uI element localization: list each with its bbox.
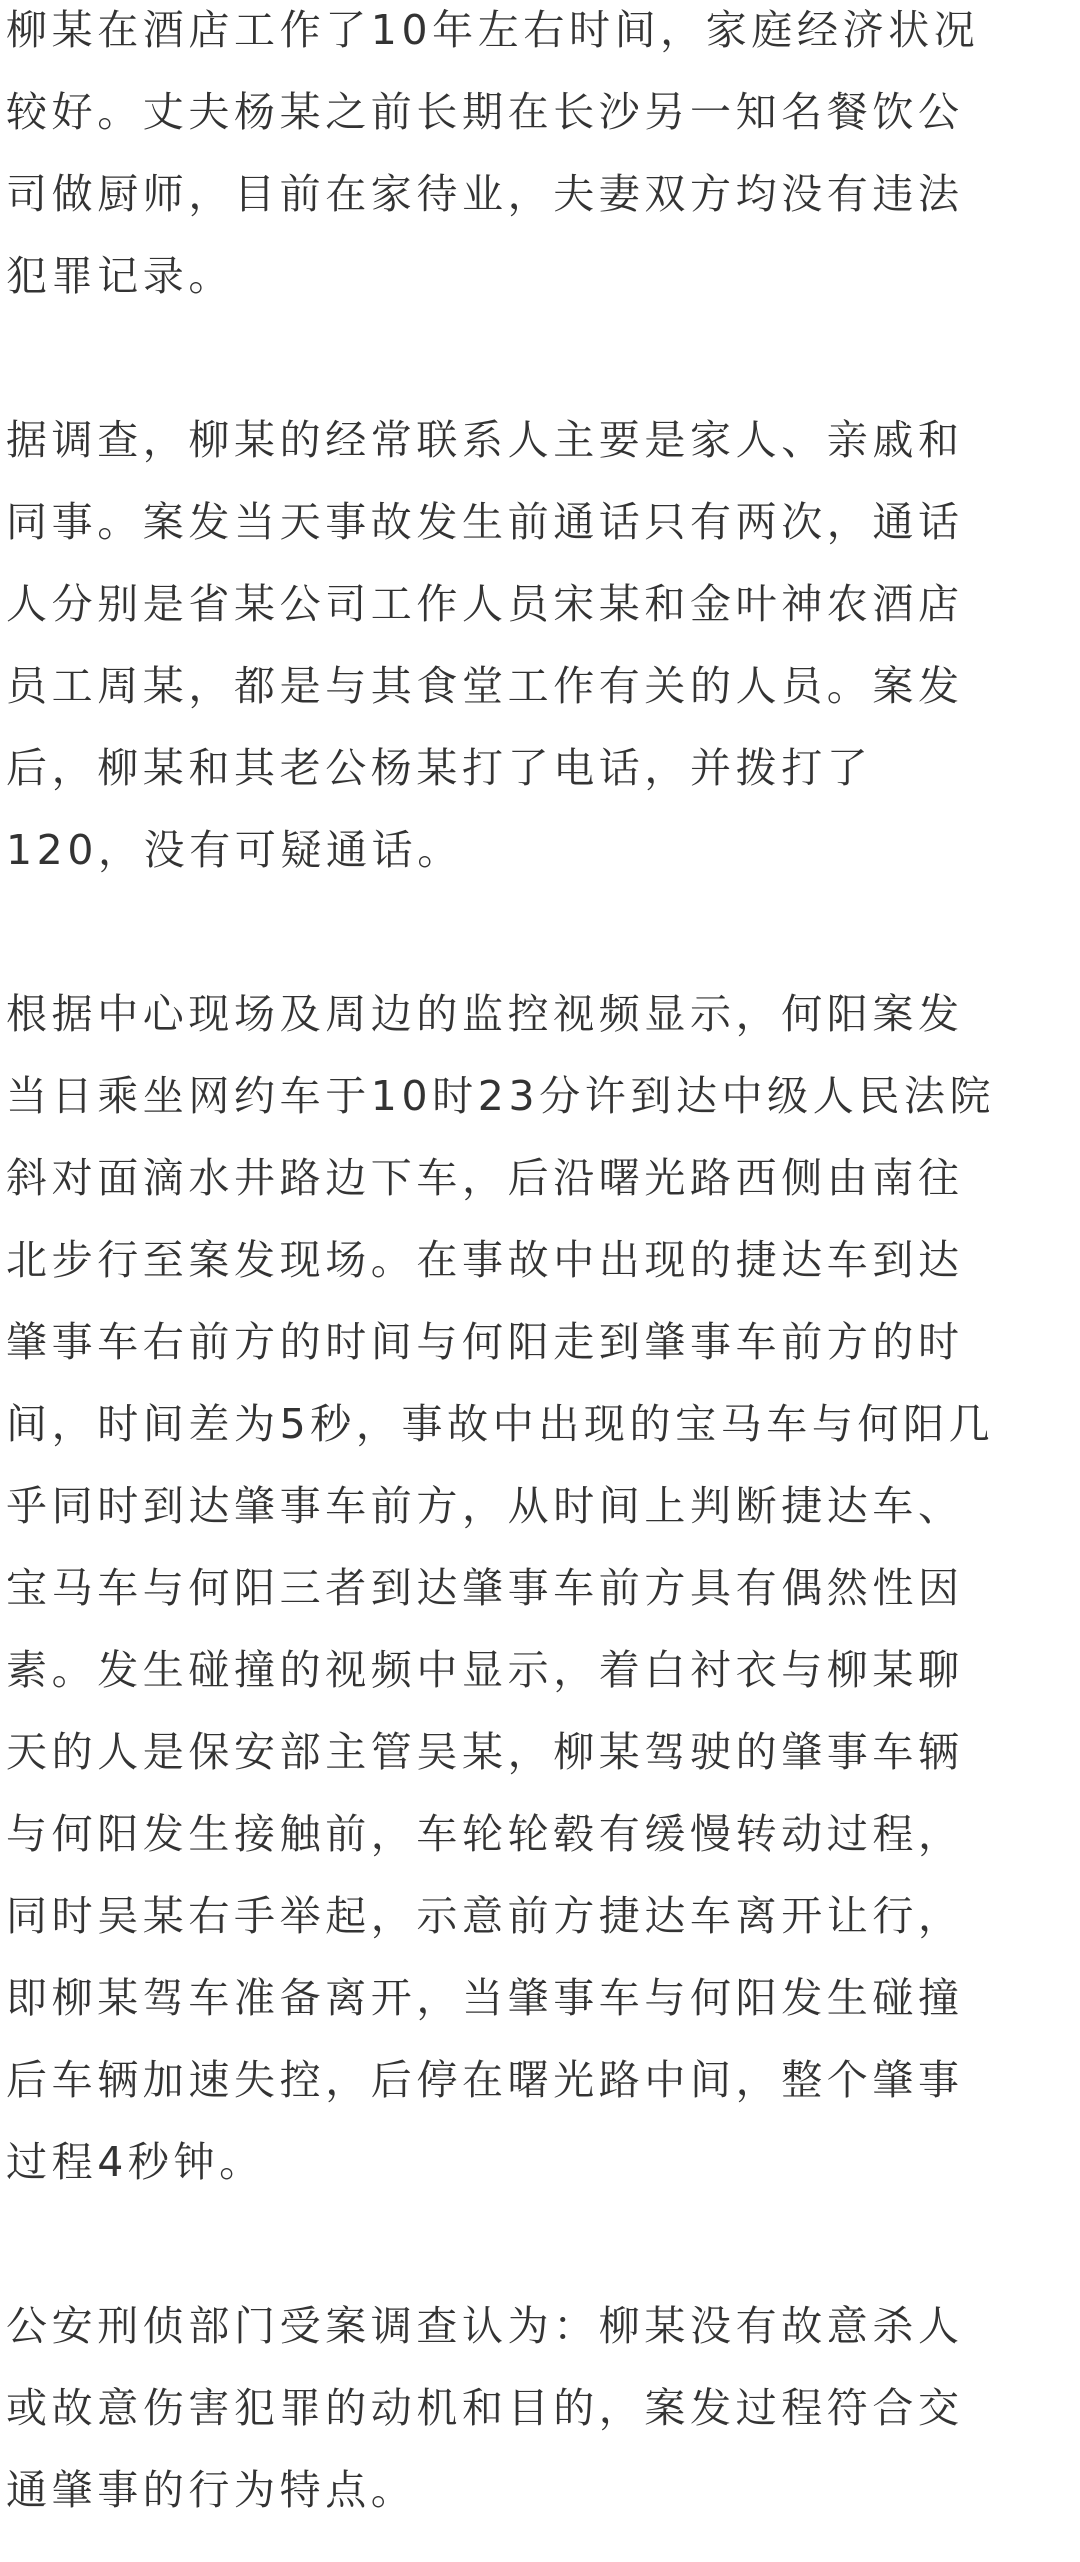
- text-line: 公安刑侦部门受案调查认为：柳某没有故意杀人: [6, 2302, 964, 2350]
- text-line: 司做厨师，目前在家待业，夫妻双方均没有违法: [6, 170, 964, 218]
- text-line: 通肇事的行为特点。: [6, 2466, 417, 2514]
- text-line: 宝马车与何阳三者到达肇事车前方具有偶然性因: [6, 1564, 964, 1612]
- text-line: 北步行至案发现场。在事故中出现的捷达车到达: [6, 1236, 964, 1284]
- text-line: 间，时间差为5秒，事故中出现的宝马车与何阳几: [6, 1400, 995, 1448]
- text-line: 过程4秒钟。: [6, 2138, 265, 2186]
- text-line: 犯罪记录。: [6, 252, 234, 300]
- text-line: 素。发生碰撞的视频中显示，着白衬衣与柳某聊: [6, 1646, 964, 1694]
- text-line: 员工周某，都是与其食堂工作有关的人员。案发: [6, 662, 964, 710]
- text-line: 与何阳发生接触前，车轮轮毂有缓慢转动过程，: [6, 1810, 964, 1858]
- text-line: 后，柳某和其老公杨某打了电话，并拨打了: [6, 744, 873, 792]
- text-line: 同时吴某右手举起，示意前方捷达车离开让行，: [6, 1892, 964, 1940]
- text-line: 当日乘坐网约车于10时23分许到达中级人民法院: [6, 1072, 996, 1120]
- paragraph-1: [6, 0, 1074, 317]
- text-line: 肇事车右前方的时间与何阳走到肇事车前方的时: [6, 1318, 964, 1366]
- text-line: 或故意伤害犯罪的动机和目的，案发过程符合交: [6, 2384, 964, 2432]
- text-line: 后车辆加速失控，后停在曙光路中间，整个肇事: [6, 2056, 964, 2104]
- text-line: 较好。丈夫杨某之前长期在长沙另一知名餐饮公: [6, 88, 964, 136]
- text-line: 120，没有可疑通话。: [6, 826, 463, 874]
- text-line: 乎同时到达肇事车前方，从时间上判断捷达车、: [6, 1482, 964, 1530]
- text-line: 柳某在酒店工作了10年左右时间，家庭经济状况: [6, 6, 980, 54]
- paragraph-4: [6, 2285, 1074, 2531]
- text-line: 根据中心现场及周边的监控视频显示，何阳案发: [6, 990, 964, 1038]
- text-line: 据调查，柳某的经常联系人主要是家人、亲戚和: [6, 416, 964, 464]
- text-line: 同事。案发当天事故发生前通话只有两次，通话: [6, 498, 964, 546]
- text-line: 斜对面滴水井路边下车，后沿曙光路西侧由南往: [6, 1154, 964, 1202]
- text-line: 即柳某驾车准备离开，当肇事车与何阳发生碰撞: [6, 1974, 964, 2022]
- paragraph-3: [6, 973, 1074, 2203]
- text-line: 天的人是保安部主管吴某，柳某驾驶的肇事车辆: [6, 1728, 964, 1776]
- text-line: 人分别是省某公司工作人员宋某和金叶神农酒店: [6, 580, 964, 628]
- paragraph-2: [6, 399, 1074, 891]
